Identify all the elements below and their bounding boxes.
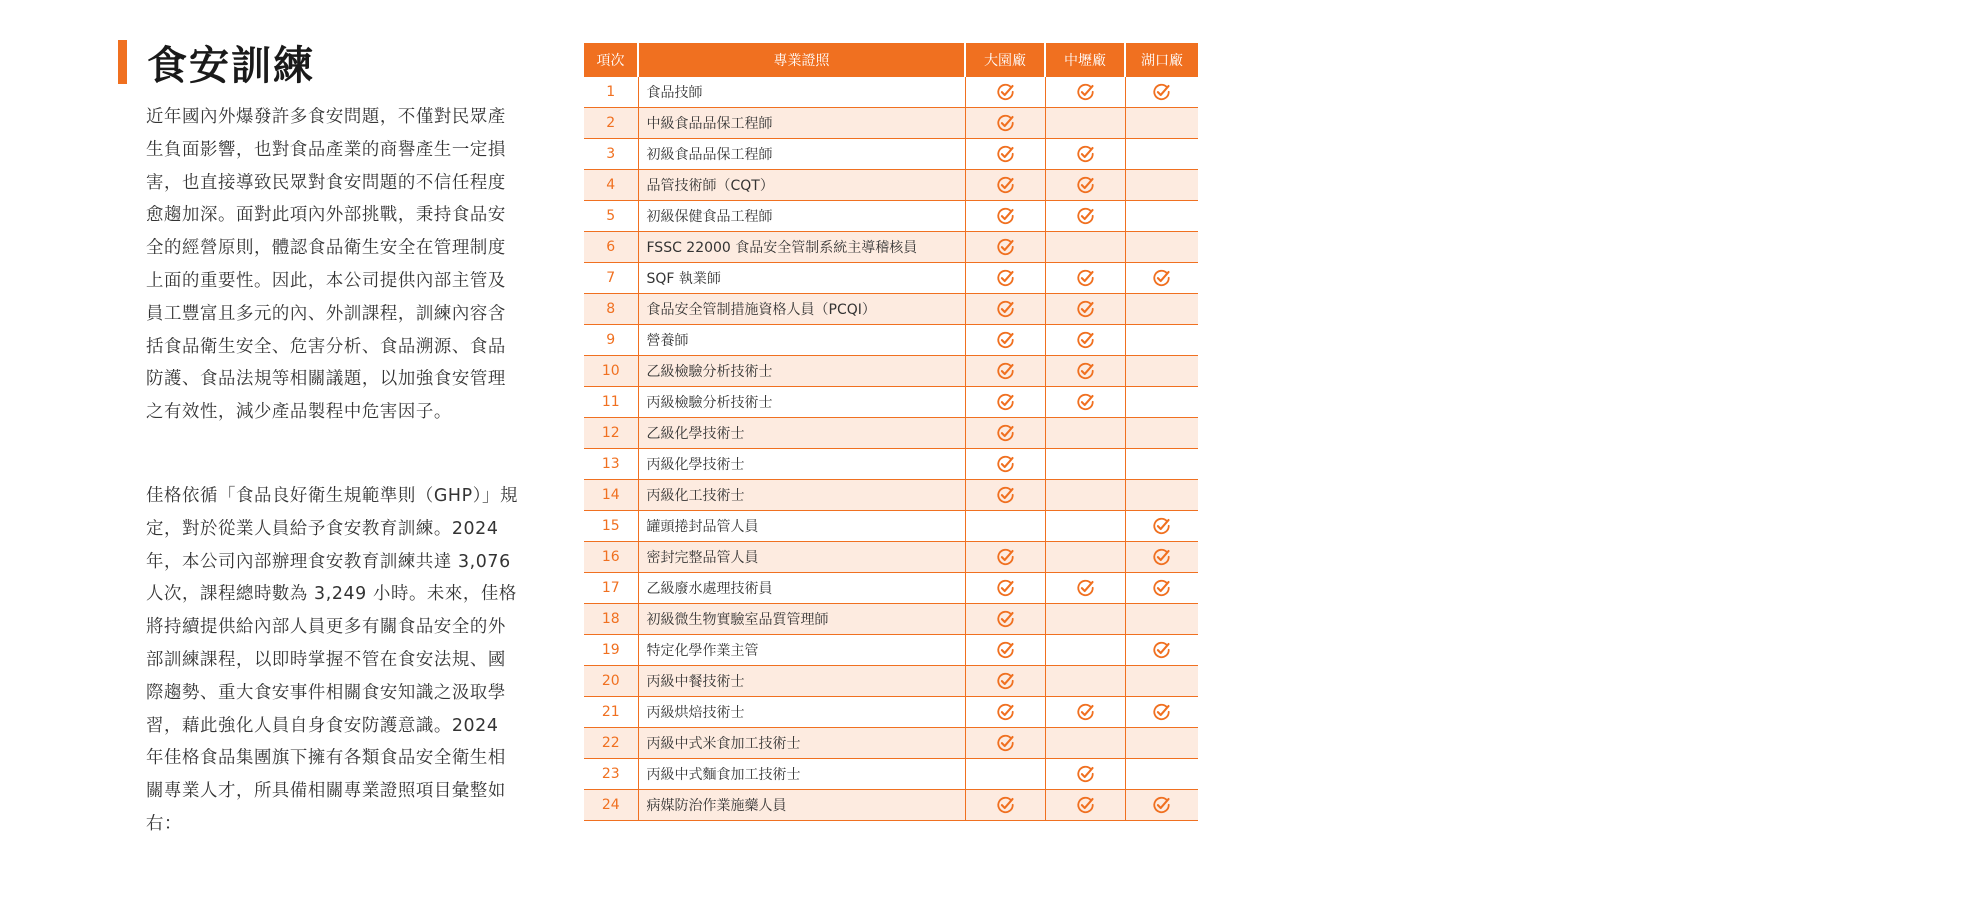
intro-paragraph: 近年國內外爆發許多食安問題，不僅對民眾產生負面影響，也對食品產業的商譽產生一定損害，也直接導致民眾對食安問題的不信任程度愈趨加深。面對此項內外部挑戰，秉持食品安全的經營原則，體認食品衛生安全在管理制度上面的重要性。因此，本公司提供內部主管及員工豐富且多元的內、外訓課程，訓練內容含括食品衛生安全、危害分析、食品溯源、食品防護、食品法規等相關議題，以加強食安管理之有效性，減少產品製程中危害因子。 — [146, 107, 506, 423]
mark-cell-hukou — [1125, 263, 1198, 294]
mark-cell-zhongli — [1045, 263, 1125, 294]
table-row — [584, 387, 1198, 418]
item-number: 11 — [584, 387, 638, 418]
mark-cell-zhongli — [1045, 325, 1125, 356]
check-circle-icon — [1152, 580, 1171, 596]
check-circle-icon — [1152, 518, 1171, 534]
check-circle-icon — [996, 84, 1015, 100]
check-circle-icon — [1076, 270, 1095, 286]
mark-cell-hukou — [1125, 542, 1198, 573]
mark-cell-zhongli — [1045, 728, 1125, 759]
certification-name: 病媒防治作業施藥人員 — [638, 790, 965, 821]
check-circle-icon — [1152, 84, 1171, 100]
mark-cell-dayuan — [965, 759, 1045, 790]
table-row — [584, 449, 1198, 480]
item-number: 8 — [584, 294, 638, 325]
mark-cell-hukou — [1125, 325, 1198, 356]
mark-cell-hukou — [1125, 666, 1198, 697]
check-circle-icon — [996, 239, 1015, 255]
mark-cell-dayuan — [965, 666, 1045, 697]
check-circle-icon — [1076, 797, 1095, 813]
table-row — [584, 77, 1198, 108]
header-item-no: 項次 — [584, 43, 638, 77]
check-circle-icon — [996, 115, 1015, 131]
certification-name: 丙級烘焙技術士 — [638, 697, 965, 728]
title-accent-bar — [118, 40, 127, 84]
check-circle-icon — [1076, 363, 1095, 379]
mark-cell-hukou — [1125, 418, 1198, 449]
table-row — [584, 170, 1198, 201]
mark-cell-hukou — [1125, 728, 1198, 759]
check-circle-icon — [996, 456, 1015, 472]
table-row — [584, 263, 1198, 294]
mark-cell-hukou — [1125, 139, 1198, 170]
mark-cell-dayuan — [965, 139, 1045, 170]
item-number: 3 — [584, 139, 638, 170]
mark-cell-hukou — [1125, 170, 1198, 201]
check-circle-icon — [1076, 301, 1095, 317]
item-number: 21 — [584, 697, 638, 728]
mark-cell-zhongli — [1045, 356, 1125, 387]
section-header — [118, 38, 315, 89]
check-circle-icon — [996, 270, 1015, 286]
table-row — [584, 232, 1198, 263]
mark-cell-zhongli — [1045, 511, 1125, 542]
mark-cell-dayuan — [965, 790, 1045, 821]
mark-cell-hukou — [1125, 108, 1198, 139]
mark-cell-dayuan — [965, 201, 1045, 232]
mark-cell-hukou — [1125, 201, 1198, 232]
certification-name: 食品安全管制措施資格人員（PCQI） — [638, 294, 965, 325]
check-circle-icon — [996, 177, 1015, 193]
certification-name: 特定化學作業主管 — [638, 635, 965, 666]
mark-cell-dayuan — [965, 542, 1045, 573]
mark-cell-hukou — [1125, 511, 1198, 542]
certification-name: 丙級檢驗分析技術士 — [638, 387, 965, 418]
check-circle-icon — [1076, 177, 1095, 193]
mark-cell-zhongli — [1045, 790, 1125, 821]
table-row — [584, 139, 1198, 170]
mark-cell-zhongli — [1045, 759, 1125, 790]
mark-cell-zhongli — [1045, 635, 1125, 666]
check-circle-icon — [996, 580, 1015, 596]
table-row — [584, 542, 1198, 573]
item-number: 5 — [584, 201, 638, 232]
check-circle-icon — [1152, 797, 1171, 813]
mark-cell-zhongli — [1045, 77, 1125, 108]
item-number: 19 — [584, 635, 638, 666]
header-zhongli-plant: 中壢廠 — [1045, 43, 1125, 77]
certification-name: 初級食品品保工程師 — [638, 139, 965, 170]
certification-name: 品管技術師（CQT） — [638, 170, 965, 201]
mark-cell-dayuan — [965, 77, 1045, 108]
table-row — [584, 480, 1198, 511]
check-circle-icon — [996, 394, 1015, 410]
certification-name: 初級保健食品工程師 — [638, 201, 965, 232]
mark-cell-hukou — [1125, 697, 1198, 728]
check-circle-icon — [996, 363, 1015, 379]
check-circle-icon — [996, 549, 1015, 565]
item-number: 14 — [584, 480, 638, 511]
mark-cell-hukou — [1125, 387, 1198, 418]
mark-cell-zhongli — [1045, 139, 1125, 170]
item-number: 18 — [584, 604, 638, 635]
mark-cell-dayuan — [965, 511, 1045, 542]
check-circle-icon — [996, 146, 1015, 162]
item-number: 23 — [584, 759, 638, 790]
mark-cell-dayuan — [965, 263, 1045, 294]
mark-cell-hukou — [1125, 449, 1198, 480]
mark-cell-dayuan — [965, 387, 1045, 418]
mark-cell-zhongli — [1045, 418, 1125, 449]
check-circle-icon — [1076, 332, 1095, 348]
mark-cell-hukou — [1125, 790, 1198, 821]
mark-cell-zhongli — [1045, 387, 1125, 418]
certification-name: 食品技師 — [638, 77, 965, 108]
check-circle-icon — [996, 332, 1015, 348]
table-header-row — [584, 43, 1198, 77]
item-number: 13 — [584, 449, 638, 480]
table-row — [584, 604, 1198, 635]
mark-cell-hukou — [1125, 573, 1198, 604]
certification-name: 營養師 — [638, 325, 965, 356]
table-row — [584, 635, 1198, 666]
check-circle-icon — [1152, 642, 1171, 658]
certification-name: 丙級中餐技術士 — [638, 666, 965, 697]
header-dayuan-plant: 大園廠 — [965, 43, 1045, 77]
check-circle-icon — [996, 642, 1015, 658]
check-circle-icon — [1076, 580, 1095, 596]
mark-cell-hukou — [1125, 294, 1198, 325]
table-row — [584, 759, 1198, 790]
table-row — [584, 201, 1198, 232]
check-circle-icon — [996, 301, 1015, 317]
table-row — [584, 697, 1198, 728]
mark-cell-zhongli — [1045, 480, 1125, 511]
item-number: 7 — [584, 263, 638, 294]
mark-cell-dayuan — [965, 418, 1045, 449]
mark-cell-dayuan — [965, 635, 1045, 666]
certification-name: 丙級化工技術士 — [638, 480, 965, 511]
mark-cell-dayuan — [965, 294, 1045, 325]
item-number: 15 — [584, 511, 638, 542]
mark-cell-hukou — [1125, 232, 1198, 263]
mark-cell-zhongli — [1045, 666, 1125, 697]
check-circle-icon — [1152, 270, 1171, 286]
certification-name: 初級微生物實驗室品質管理師 — [638, 604, 965, 635]
mark-cell-dayuan — [965, 728, 1045, 759]
mark-cell-hukou — [1125, 480, 1198, 511]
ghp-paragraph: 佳格依循「食品良好衛生規範準則（GHP）」規定，對於從業人員給予食安教育訓練。2024 年，本公司內部辦理食安教育訓練共達 3,076 人次，課程總時數為 3,249 小時。未來，佳格將持續提供給內部人員更多有關食品安全的外部訓練課程，以即時掌握不管在食安法規、國際趨勢、重大食安事件相關食安知識之汲取學習，藉此強化人員自身食安防護意識。2024 年佳格食品集團旗下擁有各類食品安全衛生相關專業人才，所具備相關專業證照項目彙整如右： — [146, 486, 518, 834]
mark-cell-dayuan — [965, 573, 1045, 604]
table-row — [584, 418, 1198, 449]
certification-name: SQF 執業師 — [638, 263, 965, 294]
table-row — [584, 356, 1198, 387]
mark-cell-dayuan — [965, 604, 1045, 635]
page-title: 食安訓練 — [147, 42, 315, 89]
table-row — [584, 573, 1198, 604]
item-number: 16 — [584, 542, 638, 573]
table-row — [584, 325, 1198, 356]
table-row — [584, 790, 1198, 821]
item-number: 17 — [584, 573, 638, 604]
certification-name: 丙級中式米食加工技術士 — [638, 728, 965, 759]
check-circle-icon — [1076, 208, 1095, 224]
mark-cell-zhongli — [1045, 108, 1125, 139]
header-hukou-plant: 湖口廠 — [1125, 43, 1198, 77]
item-number: 1 — [584, 77, 638, 108]
check-circle-icon — [996, 208, 1015, 224]
mark-cell-zhongli — [1045, 201, 1125, 232]
item-number: 6 — [584, 232, 638, 263]
mark-cell-dayuan — [965, 325, 1045, 356]
mark-cell-hukou — [1125, 759, 1198, 790]
mark-cell-dayuan — [965, 232, 1045, 263]
item-number: 9 — [584, 325, 638, 356]
mark-cell-zhongli — [1045, 449, 1125, 480]
item-number: 20 — [584, 666, 638, 697]
check-circle-icon — [996, 797, 1015, 813]
check-circle-icon — [996, 673, 1015, 689]
mark-cell-zhongli — [1045, 232, 1125, 263]
item-number: 24 — [584, 790, 638, 821]
check-circle-icon — [996, 425, 1015, 441]
item-number: 22 — [584, 728, 638, 759]
item-number: 4 — [584, 170, 638, 201]
item-number: 2 — [584, 108, 638, 139]
certification-name: 中級食品品保工程師 — [638, 108, 965, 139]
certification-name: 乙級廢水處理技術員 — [638, 573, 965, 604]
certification-name: FSSC 22000 食品安全管制系統主導稽核員 — [638, 232, 965, 263]
certification-name: 密封完整品管人員 — [638, 542, 965, 573]
table-row — [584, 666, 1198, 697]
mark-cell-zhongli — [1045, 542, 1125, 573]
check-circle-icon — [1076, 394, 1095, 410]
check-circle-icon — [1076, 146, 1095, 162]
certification-name: 丙級化學技術士 — [638, 449, 965, 480]
mark-cell-zhongli — [1045, 697, 1125, 728]
mark-cell-zhongli — [1045, 604, 1125, 635]
certification-name: 乙級檢驗分析技術士 — [638, 356, 965, 387]
certification-name: 丙級中式麵食加工技術士 — [638, 759, 965, 790]
mark-cell-hukou — [1125, 604, 1198, 635]
mark-cell-dayuan — [965, 108, 1045, 139]
check-circle-icon — [996, 735, 1015, 751]
check-circle-icon — [996, 487, 1015, 503]
check-circle-icon — [1076, 84, 1095, 100]
check-circle-icon — [1076, 704, 1095, 720]
check-circle-icon — [1152, 549, 1171, 565]
item-number: 12 — [584, 418, 638, 449]
item-number: 10 — [584, 356, 638, 387]
check-circle-icon — [996, 704, 1015, 720]
mark-cell-hukou — [1125, 635, 1198, 666]
certification-name: 罐頭捲封品管人員 — [638, 511, 965, 542]
mark-cell-dayuan — [965, 170, 1045, 201]
mark-cell-zhongli — [1045, 573, 1125, 604]
check-circle-icon — [996, 611, 1015, 627]
check-circle-icon — [1076, 766, 1095, 782]
mark-cell-dayuan — [965, 697, 1045, 728]
mark-cell-dayuan — [965, 356, 1045, 387]
certification-table — [584, 43, 1198, 821]
mark-cell-hukou — [1125, 356, 1198, 387]
mark-cell-dayuan — [965, 480, 1045, 511]
mark-cell-zhongli — [1045, 170, 1125, 201]
check-circle-icon — [1152, 704, 1171, 720]
table-row — [584, 511, 1198, 542]
header-certification: 專業證照 — [638, 43, 965, 77]
table-row — [584, 294, 1198, 325]
table-row — [584, 108, 1198, 139]
mark-cell-dayuan — [965, 449, 1045, 480]
mark-cell-zhongli — [1045, 294, 1125, 325]
mark-cell-hukou — [1125, 77, 1198, 108]
table-row — [584, 728, 1198, 759]
certification-name: 乙級化學技術士 — [638, 418, 965, 449]
